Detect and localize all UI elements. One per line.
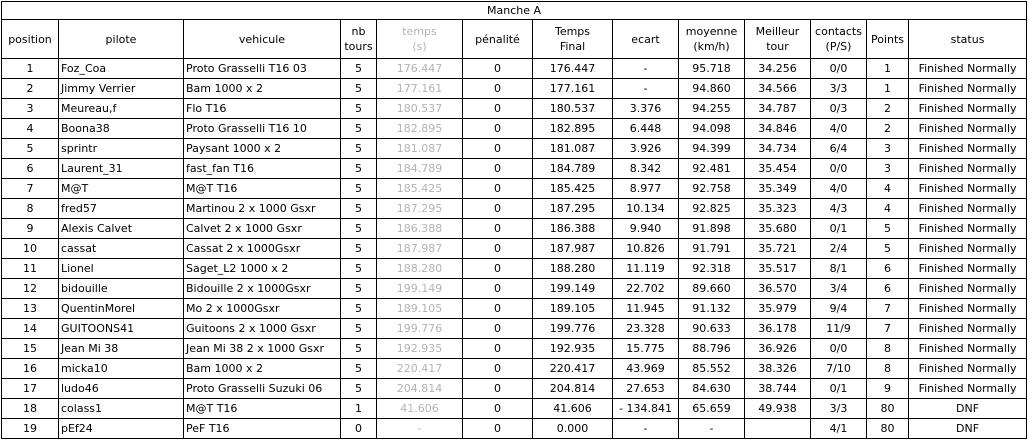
table-row [2, 259, 1027, 279]
table-row [2, 139, 1027, 159]
cell-vehicule: Flo T16 [184, 99, 341, 119]
cell-temps: - [377, 419, 463, 439]
cell-meilleur-tour: 35.721 [745, 239, 811, 259]
table-row [2, 339, 1027, 359]
cell-vehicule: Calvet 2 x 1000 Gsxr [184, 219, 341, 239]
cell-moyenne: - [679, 419, 745, 439]
cell-moyenne: 91.791 [679, 239, 745, 259]
cell-status: Finished Normally [909, 199, 1027, 219]
cell-pilote: Jimmy Verrier [59, 79, 184, 99]
cell-position: 13 [2, 299, 59, 319]
cell-nb-tours: 5 [341, 59, 377, 79]
header-nb-tours: nb tours [341, 20, 377, 59]
cell-temps-final: 182.895 [533, 119, 613, 139]
cell-points: 1 [867, 79, 909, 99]
cell-ecart: 11.945 [613, 299, 679, 319]
cell-position: 1 [2, 59, 59, 79]
cell-pilote: Alexis Calvet [59, 219, 184, 239]
cell-nb-tours: 5 [341, 219, 377, 239]
table-row [2, 379, 1027, 399]
cell-moyenne: 94.255 [679, 99, 745, 119]
cell-contacts: 3/3 [811, 399, 867, 419]
cell-points: 9 [867, 379, 909, 399]
cell-points: 6 [867, 259, 909, 279]
cell-contacts: 4/1 [811, 419, 867, 439]
cell-temps-final: 192.935 [533, 339, 613, 359]
cell-vehicule: PeF T16 [184, 419, 341, 439]
cell-vehicule: Proto Grasselli T16 03 [184, 59, 341, 79]
cell-temps-final: 180.537 [533, 99, 613, 119]
cell-points: 7 [867, 299, 909, 319]
cell-position: 6 [2, 159, 59, 179]
header-temps: temps (s) [377, 20, 463, 59]
cell-penalite: 0 [463, 339, 533, 359]
cell-meilleur-tour: 36.178 [745, 319, 811, 339]
cell-moyenne: 89.660 [679, 279, 745, 299]
cell-ecart: - [613, 419, 679, 439]
cell-moyenne: 92.318 [679, 259, 745, 279]
cell-ecart: 27.653 [613, 379, 679, 399]
cell-points: 5 [867, 239, 909, 259]
cell-pilote: ludo46 [59, 379, 184, 399]
cell-contacts: 3/4 [811, 279, 867, 299]
cell-temps: 192.935 [377, 339, 463, 359]
cell-position: 4 [2, 119, 59, 139]
cell-temps-final: 199.149 [533, 279, 613, 299]
cell-pilote: M@T [59, 179, 184, 199]
cell-temps: 199.149 [377, 279, 463, 299]
cell-temps: 182.895 [377, 119, 463, 139]
cell-pilote: fred57 [59, 199, 184, 219]
cell-position: 14 [2, 319, 59, 339]
cell-ecart: 8.977 [613, 179, 679, 199]
cell-meilleur-tour: 38.744 [745, 379, 811, 399]
cell-vehicule: Martinou 2 x 1000 Gsxr [184, 199, 341, 219]
cell-points: 6 [867, 279, 909, 299]
cell-nb-tours: 5 [341, 299, 377, 319]
cell-temps-final: 189.105 [533, 299, 613, 319]
cell-ecart: 3.926 [613, 139, 679, 159]
cell-penalite: 0 [463, 199, 533, 219]
cell-nb-tours: 5 [341, 379, 377, 399]
cell-points: 80 [867, 399, 909, 419]
table-row [2, 59, 1027, 79]
cell-temps-final: 187.987 [533, 239, 613, 259]
cell-ecart: 11.119 [613, 259, 679, 279]
cell-temps: 188.280 [377, 259, 463, 279]
cell-temps-final: 220.417 [533, 359, 613, 379]
cell-position: 12 [2, 279, 59, 299]
cell-meilleur-tour: 36.926 [745, 339, 811, 359]
cell-moyenne: 91.898 [679, 219, 745, 239]
cell-ecart: 3.376 [613, 99, 679, 119]
cell-position: 19 [2, 419, 59, 439]
cell-nb-tours: 5 [341, 339, 377, 359]
cell-contacts: 3/3 [811, 79, 867, 99]
header-temps-final: Temps Final [533, 20, 613, 59]
cell-meilleur-tour [745, 419, 811, 439]
cell-status: Finished Normally [909, 159, 1027, 179]
cell-pilote: QuentinMorel [59, 299, 184, 319]
cell-ecart: 15.775 [613, 339, 679, 359]
cell-points: 7 [867, 319, 909, 339]
cell-penalite: 0 [463, 379, 533, 399]
cell-meilleur-tour: 36.570 [745, 279, 811, 299]
cell-pilote: pEf24 [59, 419, 184, 439]
cell-temps-final: 185.425 [533, 179, 613, 199]
cell-temps: 180.537 [377, 99, 463, 119]
cell-penalite: 0 [463, 279, 533, 299]
cell-penalite: 0 [463, 239, 533, 259]
cell-ecart: - [613, 79, 679, 99]
cell-contacts: 0/1 [811, 219, 867, 239]
cell-nb-tours: 5 [341, 119, 377, 139]
cell-temps: 199.776 [377, 319, 463, 339]
cell-ecart: 43.969 [613, 359, 679, 379]
cell-moyenne: 94.860 [679, 79, 745, 99]
cell-moyenne: 94.399 [679, 139, 745, 159]
cell-pilote: GUITOONS41 [59, 319, 184, 339]
cell-ecart: 6.448 [613, 119, 679, 139]
cell-moyenne: 65.659 [679, 399, 745, 419]
cell-penalite: 0 [463, 259, 533, 279]
header-points: Points [867, 20, 909, 59]
cell-penalite: 0 [463, 159, 533, 179]
cell-points: 2 [867, 119, 909, 139]
cell-position: 11 [2, 259, 59, 279]
cell-penalite: 0 [463, 59, 533, 79]
table-row [2, 419, 1027, 439]
cell-moyenne: 92.758 [679, 179, 745, 199]
cell-ecart: 8.342 [613, 159, 679, 179]
cell-points: 3 [867, 139, 909, 159]
cell-nb-tours: 5 [341, 279, 377, 299]
cell-contacts: 0/0 [811, 339, 867, 359]
table-row [2, 279, 1027, 299]
cell-moyenne: 90.633 [679, 319, 745, 339]
cell-temps-final: 186.388 [533, 219, 613, 239]
header-row [2, 20, 1027, 59]
cell-temps-final: 0.000 [533, 419, 613, 439]
table-row [2, 299, 1027, 319]
cell-pilote: bidouille [59, 279, 184, 299]
table-row [2, 119, 1027, 139]
cell-temps: 176.447 [377, 59, 463, 79]
table-row [2, 239, 1027, 259]
cell-ecart: 10.826 [613, 239, 679, 259]
cell-points: 2 [867, 99, 909, 119]
cell-pilote: cassat [59, 239, 184, 259]
header-position: position [2, 20, 59, 59]
cell-pilote: Boona38 [59, 119, 184, 139]
cell-temps: 187.295 [377, 199, 463, 219]
cell-temps-final: 177.161 [533, 79, 613, 99]
cell-meilleur-tour: 34.734 [745, 139, 811, 159]
cell-vehicule: M@T T16 [184, 399, 341, 419]
cell-moyenne: 84.630 [679, 379, 745, 399]
cell-temps: 181.087 [377, 139, 463, 159]
cell-contacts: 9/4 [811, 299, 867, 319]
cell-nb-tours: 5 [341, 199, 377, 219]
cell-vehicule: Proto Grasselli Suzuki 06 [184, 379, 341, 399]
cell-vehicule: Cassat 2 x 1000Gsxr [184, 239, 341, 259]
cell-vehicule: Paysant 1000 x 2 [184, 139, 341, 159]
header-meilleur-tour: Meilleur tour [745, 20, 811, 59]
cell-contacts: 4/3 [811, 199, 867, 219]
cell-temps: 186.388 [377, 219, 463, 239]
cell-points: 8 [867, 359, 909, 379]
cell-vehicule: Jean Mi 38 2 x 1000 Gsxr [184, 339, 341, 359]
cell-status: Finished Normally [909, 99, 1027, 119]
cell-pilote: sprintr [59, 139, 184, 159]
table-row [2, 159, 1027, 179]
cell-vehicule: Guitoons 2 x 1000 Gsxr [184, 319, 341, 339]
cell-status: Finished Normally [909, 359, 1027, 379]
cell-moyenne: 92.825 [679, 199, 745, 219]
cell-pilote: micka10 [59, 359, 184, 379]
cell-status: Finished Normally [909, 219, 1027, 239]
cell-temps-final: 41.606 [533, 399, 613, 419]
cell-status: Finished Normally [909, 379, 1027, 399]
cell-position: 18 [2, 399, 59, 419]
table-row [2, 359, 1027, 379]
header-moyenne: moyenne (km/h) [679, 20, 745, 59]
cell-temps-final: 199.776 [533, 319, 613, 339]
cell-nb-tours: 5 [341, 359, 377, 379]
cell-contacts: 6/4 [811, 139, 867, 159]
cell-moyenne: 88.796 [679, 339, 745, 359]
cell-penalite: 0 [463, 319, 533, 339]
cell-penalite: 0 [463, 179, 533, 199]
cell-temps-final: 181.087 [533, 139, 613, 159]
cell-contacts: 0/0 [811, 59, 867, 79]
cell-status: Finished Normally [909, 319, 1027, 339]
cell-temps-final: 176.447 [533, 59, 613, 79]
cell-penalite: 0 [463, 99, 533, 119]
cell-nb-tours: 5 [341, 159, 377, 179]
cell-penalite: 0 [463, 359, 533, 379]
cell-vehicule: Saget_L2 1000 x 2 [184, 259, 341, 279]
table-row [2, 79, 1027, 99]
cell-ecart: - 134.841 [613, 399, 679, 419]
cell-penalite: 0 [463, 119, 533, 139]
cell-position: 9 [2, 219, 59, 239]
cell-penalite: 0 [463, 79, 533, 99]
cell-position: 3 [2, 99, 59, 119]
cell-moyenne: 92.481 [679, 159, 745, 179]
cell-position: 5 [2, 139, 59, 159]
cell-status: Finished Normally [909, 139, 1027, 159]
cell-meilleur-tour: 35.323 [745, 199, 811, 219]
cell-vehicule: Bam 1000 x 2 [184, 359, 341, 379]
cell-nb-tours: 5 [341, 139, 377, 159]
cell-position: 7 [2, 179, 59, 199]
cell-moyenne: 91.132 [679, 299, 745, 319]
table-row [2, 219, 1027, 239]
cell-contacts: 4/0 [811, 119, 867, 139]
table-row [2, 199, 1027, 219]
cell-points: 8 [867, 339, 909, 359]
cell-vehicule: M@T T16 [184, 179, 341, 199]
cell-ecart: 22.702 [613, 279, 679, 299]
cell-status: Finished Normally [909, 179, 1027, 199]
table-title: Manche A [2, 2, 1027, 20]
cell-pilote: Laurent_31 [59, 159, 184, 179]
cell-position: 10 [2, 239, 59, 259]
cell-nb-tours: 5 [341, 179, 377, 199]
cell-status: DNF [909, 419, 1027, 439]
header-status: status [909, 20, 1027, 59]
cell-nb-tours: 5 [341, 79, 377, 99]
cell-temps-final: 188.280 [533, 259, 613, 279]
cell-pilote: colass1 [59, 399, 184, 419]
cell-pilote: Lionel [59, 259, 184, 279]
cell-meilleur-tour: 35.517 [745, 259, 811, 279]
cell-meilleur-tour: 34.846 [745, 119, 811, 139]
cell-temps: 185.425 [377, 179, 463, 199]
cell-meilleur-tour: 49.938 [745, 399, 811, 419]
cell-position: 16 [2, 359, 59, 379]
cell-contacts: 0/1 [811, 379, 867, 399]
cell-contacts: 8/1 [811, 259, 867, 279]
cell-points: 5 [867, 219, 909, 239]
cell-moyenne: 85.552 [679, 359, 745, 379]
cell-vehicule: Bam 1000 x 2 [184, 79, 341, 99]
cell-ecart: 23.328 [613, 319, 679, 339]
cell-penalite: 0 [463, 299, 533, 319]
cell-vehicule: Mo 2 x 1000Gsxr [184, 299, 341, 319]
cell-status: Finished Normally [909, 259, 1027, 279]
cell-penalite: 0 [463, 219, 533, 239]
cell-temps-final: 204.814 [533, 379, 613, 399]
cell-status: DNF [909, 399, 1027, 419]
cell-contacts: 0/0 [811, 159, 867, 179]
cell-meilleur-tour: 34.566 [745, 79, 811, 99]
cell-nb-tours: 1 [341, 399, 377, 419]
table-row [2, 99, 1027, 119]
cell-ecart: - [613, 59, 679, 79]
header-pilote: pilote [59, 20, 184, 59]
cell-contacts: 2/4 [811, 239, 867, 259]
cell-temps-final: 184.789 [533, 159, 613, 179]
header-vehicule: vehicule [184, 20, 341, 59]
cell-temps: 41.606 [377, 399, 463, 419]
cell-nb-tours: 5 [341, 99, 377, 119]
cell-points: 4 [867, 199, 909, 219]
cell-meilleur-tour: 34.256 [745, 59, 811, 79]
header-contacts: contacts (P/S) [811, 20, 867, 59]
cell-temps-final: 187.295 [533, 199, 613, 219]
cell-meilleur-tour: 35.349 [745, 179, 811, 199]
cell-nb-tours: 5 [341, 239, 377, 259]
cell-moyenne: 95.718 [679, 59, 745, 79]
cell-status: Finished Normally [909, 59, 1027, 79]
cell-meilleur-tour: 35.979 [745, 299, 811, 319]
cell-points: 3 [867, 159, 909, 179]
results-table [1, 1, 1027, 439]
cell-nb-tours: 5 [341, 319, 377, 339]
cell-penalite: 0 [463, 419, 533, 439]
cell-meilleur-tour: 38.326 [745, 359, 811, 379]
cell-temps: 184.789 [377, 159, 463, 179]
cell-meilleur-tour: 34.787 [745, 99, 811, 119]
cell-status: Finished Normally [909, 79, 1027, 99]
cell-position: 15 [2, 339, 59, 359]
cell-contacts: 11/9 [811, 319, 867, 339]
cell-points: 1 [867, 59, 909, 79]
cell-penalite: 0 [463, 139, 533, 159]
cell-penalite: 0 [463, 399, 533, 419]
cell-position: 8 [2, 199, 59, 219]
table-row [2, 399, 1027, 419]
cell-temps: 220.417 [377, 359, 463, 379]
cell-position: 17 [2, 379, 59, 399]
cell-meilleur-tour: 35.454 [745, 159, 811, 179]
cell-pilote: Jean Mi 38 [59, 339, 184, 359]
header-ecart: ecart [613, 20, 679, 59]
cell-points: 4 [867, 179, 909, 199]
cell-status: Finished Normally [909, 339, 1027, 359]
cell-temps: 187.987 [377, 239, 463, 259]
cell-contacts: 4/0 [811, 179, 867, 199]
cell-contacts: 7/10 [811, 359, 867, 379]
cell-status: Finished Normally [909, 299, 1027, 319]
cell-ecart: 10.134 [613, 199, 679, 219]
cell-temps: 204.814 [377, 379, 463, 399]
cell-nb-tours: 5 [341, 259, 377, 279]
cell-position: 2 [2, 79, 59, 99]
table-row [2, 179, 1027, 199]
cell-pilote: Meureau,f [59, 99, 184, 119]
cell-nb-tours: 0 [341, 419, 377, 439]
cell-status: Finished Normally [909, 279, 1027, 299]
cell-temps: 189.105 [377, 299, 463, 319]
cell-status: Finished Normally [909, 239, 1027, 259]
cell-vehicule: fast_fan T16 [184, 159, 341, 179]
cell-vehicule: Proto Grasselli T16 10 [184, 119, 341, 139]
cell-meilleur-tour: 35.680 [745, 219, 811, 239]
cell-pilote: Foz_Coa [59, 59, 184, 79]
table-row [2, 319, 1027, 339]
cell-status: Finished Normally [909, 119, 1027, 139]
cell-contacts: 0/3 [811, 99, 867, 119]
cell-vehicule: Bidouille 2 x 1000Gsxr [184, 279, 341, 299]
cell-moyenne: 94.098 [679, 119, 745, 139]
cell-points: 80 [867, 419, 909, 439]
header-penalite: pénalité [463, 20, 533, 59]
cell-ecart: 9.940 [613, 219, 679, 239]
cell-temps: 177.161 [377, 79, 463, 99]
